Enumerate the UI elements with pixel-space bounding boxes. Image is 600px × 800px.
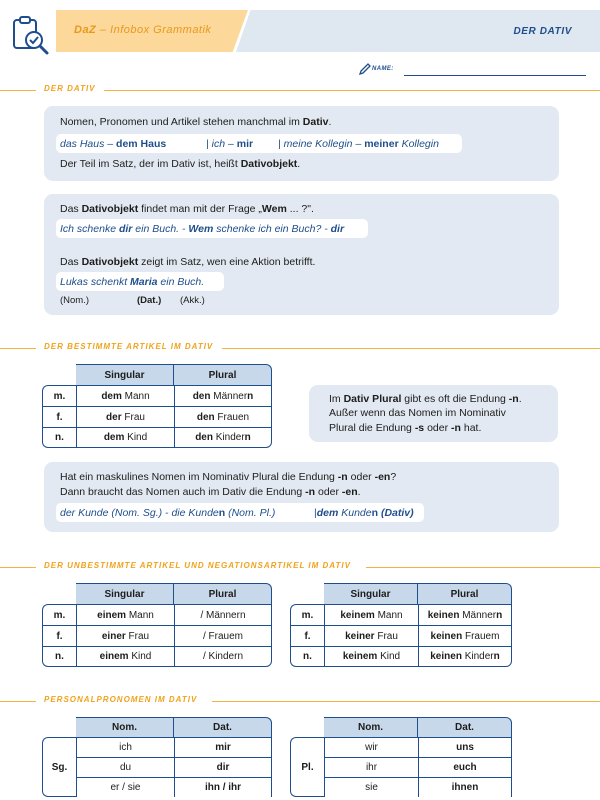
table-row: n. keinem Kind keinen Kindern: [290, 646, 512, 667]
table-row: m. dem Mann den Männern: [42, 385, 272, 406]
plural-note-line-2: Außer wenn das Nomen im Nominativ: [329, 407, 506, 419]
sentence-example: Lukas schenkt Maria ein Buch.: [60, 276, 205, 288]
group-singular: Sg.: [42, 737, 76, 797]
table-row: Pl. wir uns: [290, 737, 512, 757]
pronoun-plural-table: Nom. Dat. Pl. wir uns ihr euch sie ihnen: [290, 717, 512, 797]
table-row: f. keiner Frau keinen Frauem: [290, 625, 512, 646]
section-header-dativ: DER DATIV: [0, 84, 600, 96]
name-line[interactable]: [404, 75, 586, 76]
table-row: Sg. ich mir: [42, 737, 272, 757]
header-topic: DER DATIV: [513, 26, 572, 37]
intro-line-1: Nomen, Pronomen und Artikel stehen manchmal im Dativ.: [60, 116, 332, 128]
section-header-indefinite: DER UNBESTIMMTE ARTIKEL UND NEGATIONSARTIKEL IM DATIV: [0, 561, 600, 573]
dativobjekt-line-2: Das Dativobjekt zeigt im Satz, wen eine Aktion betrifft.: [60, 256, 316, 268]
masculine-note-line-1: Hat ein maskulines Nomen im Nominativ Plural die Endung -n oder -en?: [60, 471, 397, 483]
plural-note-line-3: Plural die Endung -s oder -n hat.: [329, 422, 482, 434]
question-example: Ich schenke dir ein Buch. - Wem schenke ich ein Buch? - dir: [60, 223, 345, 235]
table-row: m. einem Mann / Männern: [42, 604, 272, 625]
table-row: du dir: [42, 757, 272, 777]
indefinite-article-table: Singular Plural m. einem Mann / Männern f. einer Frau / Frauem n. einem Kind / Kindern: [42, 583, 272, 667]
table-row: sie ihnen: [290, 777, 512, 797]
example-3: | meine Kollegin – meiner Kollegin: [278, 138, 439, 150]
pronoun-singular-table: Nom. Dat. Sg. ich mir du dir er / sie ihn / ihr: [42, 717, 272, 797]
table-row: n. einem Kind / Kindern: [42, 646, 272, 667]
case-akk: (Akk.): [180, 295, 205, 306]
kunde-dative-example: |dem Kunden (Dativ): [314, 507, 414, 519]
table-row: ihr euch: [290, 757, 512, 777]
page-header: [0, 10, 600, 52]
table-row: m. keinem Mann keinen Männern: [290, 604, 512, 625]
intro-box: [44, 106, 559, 181]
plural-note-box: [309, 385, 558, 442]
name-label: NAME:: [372, 66, 394, 72]
section-header-pronouns: PERSONALPRONOMEN IM DATIV: [0, 695, 600, 707]
col-plural: Plural: [174, 364, 272, 385]
masculine-note-line-2: Dann braucht das Nomen auch im Dativ die Endung -n oder -en.: [60, 486, 361, 498]
kunde-example: der Kunde (Nom. Sg.) - die Kunden (Nom. Pl.): [60, 507, 276, 519]
table-row: er / sie ihn / ihr: [42, 777, 272, 797]
example-1: das Haus – dem Haus: [60, 138, 167, 150]
dativobjekt-line-1: Das Dativobjekt findet man mit der Frage „Wem ... ?".: [60, 203, 314, 215]
table-row: f. einer Frau / Frauem: [42, 625, 272, 646]
definite-article-table: [42, 364, 272, 448]
pencil-icon: [358, 62, 372, 76]
example-2: | ich – mir: [206, 138, 254, 150]
table-row: n. dem Kind den Kindern: [42, 427, 272, 448]
group-plural: Pl.: [290, 737, 324, 797]
plural-note-line-1: Im Dativ Plural gibt es oft die Endung -n.: [329, 393, 522, 405]
negation-article-table: Singular Plural m. keinem Mann keinen Männern f. keiner Frau keinen Frauem n. keinem Kind keinen Kindern: [290, 583, 512, 667]
masculine-note-box: [44, 462, 559, 532]
intro-line-3: Der Teil im Satz, der im Dativ ist, heißt Dativobjekt.: [60, 158, 301, 170]
dativobjekt-box: [44, 194, 559, 315]
col-singular: Singular: [76, 364, 174, 385]
case-dat: (Dat.): [137, 295, 162, 306]
section-header-definite: DER BESTIMMTE ARTIKEL IM DATIV: [0, 342, 600, 354]
case-nom: (Nom.): [60, 295, 90, 306]
table-row: f. der Frau den Frauen: [42, 406, 272, 427]
header-subject: DaZ – Infobox Grammatik: [74, 24, 212, 36]
clipboard-magnifier-icon: [8, 14, 52, 58]
